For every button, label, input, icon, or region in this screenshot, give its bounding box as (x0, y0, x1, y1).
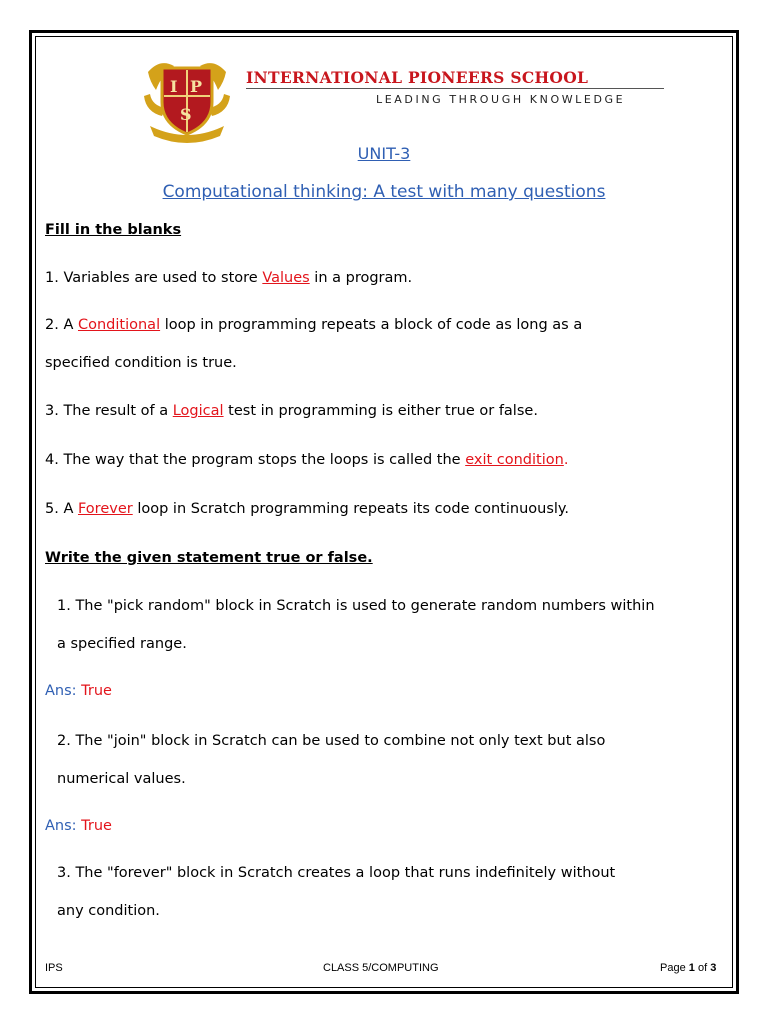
question-text: 4. The way that the program stops the loops is called the (45, 452, 466, 468)
question-text: . (563, 452, 569, 468)
fill-question-4 (45, 452, 568, 468)
fill-blanks-heading: Fill in the blanks (45, 222, 182, 238)
blank-answer: Values (262, 270, 310, 286)
question-text: 2. A (45, 317, 78, 333)
unit-title: UNIT-3 (357, 144, 411, 163)
tf-question-1-continued: a specified range. (57, 636, 187, 652)
svg-text:I: I (170, 77, 178, 96)
question-text: 1. Variables are used to store (45, 270, 263, 286)
tf-answer-1 (45, 683, 112, 699)
tf-question-1: 1. The "pick random" block in Scratch is used to generate random numbers within (57, 598, 655, 614)
page-current: 1 (688, 962, 695, 974)
header-divider (246, 88, 664, 89)
blank-answer: Forever (77, 501, 133, 517)
worksheet-title: Computational thinking: A test with many questions (162, 182, 606, 202)
fill-question-3 (45, 403, 538, 419)
tf-question-3: 3. The "forever" block in Scratch creates a loop that runs indefinitely without (57, 865, 616, 881)
footer-page-number (660, 962, 716, 974)
tf-question-2-continued: numerical values. (57, 771, 186, 787)
tf-answer-2 (45, 818, 112, 834)
blank-answer: Logical (172, 403, 224, 419)
blank-answer: Conditional (77, 317, 161, 333)
question-text: loop in Scratch programming repeats its code continuously. (132, 501, 570, 517)
tf-question-3-continued: any condition. (57, 903, 160, 919)
answer-label: Ans: (45, 818, 77, 834)
answer-label: Ans: (45, 683, 77, 699)
school-crest-logo (140, 52, 234, 144)
fill-question-5 (45, 501, 569, 517)
footer-center: CLASS 5/COMPUTING (323, 962, 439, 974)
footer-left: IPS (45, 962, 63, 974)
question-text: 3. The result of a (45, 403, 173, 419)
page-total: 3 (710, 962, 717, 974)
school-tagline: LEADING THROUGH KNOWLEDGE (376, 93, 626, 106)
fill-question-2 (45, 317, 582, 333)
blank-answer: exit condition (465, 452, 564, 468)
tf-question-2: 2. The "join" block in Scratch can be used to combine not only text but also (57, 733, 606, 749)
answer-value: True (81, 683, 112, 699)
of-word: of (697, 962, 708, 974)
question-text: 5. A (45, 501, 78, 517)
question-text: test in programming is either true or false. (223, 403, 538, 419)
page-word: Page (660, 962, 686, 974)
fill-question-2-continued: specified condition is true. (45, 355, 237, 371)
svg-text:P: P (190, 77, 203, 96)
fill-question-1 (45, 270, 412, 286)
school-name: INTERNATIONAL PIONEERS SCHOOL (246, 68, 589, 87)
svg-text:S: S (180, 105, 192, 124)
question-text: loop in programming repeats a block of code as long as a (160, 317, 583, 333)
true-false-heading: Write the given statement true or false. (45, 550, 373, 566)
question-text: in a program. (309, 270, 413, 286)
answer-value: True (81, 818, 112, 834)
